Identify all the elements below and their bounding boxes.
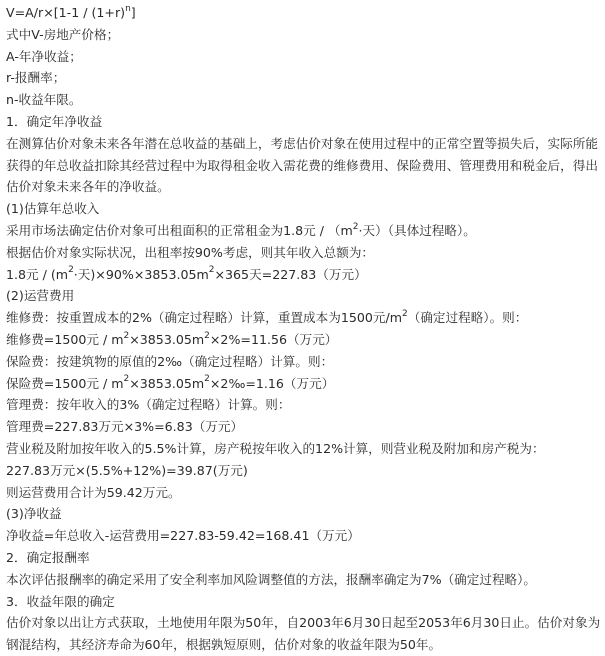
section-2-text: 本次评估报酬率的确定采用了安全利率加风险调整值的方法，报酬率确定为7%（确定过程略）。 xyxy=(6,571,537,587)
gross-calc-exp2: 2 xyxy=(208,265,215,276)
gross-calc-exp1: 2 xyxy=(68,265,74,276)
formula xyxy=(6,2,605,24)
section-3-heading: 3．收益年限的确定 xyxy=(6,593,115,609)
maintenance-rule-b: （确定过程略）。则： xyxy=(407,310,528,326)
definition-intro: 式中V-房地产价格； xyxy=(6,26,120,42)
formula-text: V=A/r×[1-1 / (1+r) xyxy=(6,5,126,20)
rent-text-a: 采用市场法确定估价对象可出租面积的正常租金为1.8元 / （m xyxy=(6,222,353,238)
definition-a: A-年净收益； xyxy=(6,48,82,64)
insurance-calc xyxy=(6,373,605,395)
maintenance-calc-exp2: 2 xyxy=(204,330,210,341)
section-1-heading: 1．确定年净收益 xyxy=(6,113,103,129)
formula-exponent: n xyxy=(125,3,131,14)
maintenance-calc xyxy=(6,329,605,351)
gross-calc-c: ×365天=227.83（万元） xyxy=(214,266,367,282)
insurance-calc-exp2: 2 xyxy=(204,374,210,385)
tax-calc: 227.83万元×(5.5%+12%)=39.87(万元) xyxy=(6,462,248,478)
maintenance-calc-b: ×3853.05m xyxy=(129,331,205,347)
formula-close: ] xyxy=(130,5,136,20)
operating-cost-total: 则运营费用合计为59.42万元。 xyxy=(6,484,181,500)
maintenance-rule-a: 维修费：按重置成本的2%（确定过程略）计算，重置成本为1500元/m xyxy=(6,310,402,326)
subsection-1-heading: (1)估算年总收入 xyxy=(6,201,100,217)
subsection-3-heading: (3)净收益 xyxy=(6,506,62,522)
definition-n: n-收益年限。 xyxy=(6,92,82,108)
maintenance-rule-exp: 2 xyxy=(401,308,408,319)
rent-line xyxy=(6,220,605,242)
insurance-rule: 保险费：按建筑物的原值的2‰（确定过程略）计算。则： xyxy=(6,353,334,369)
insurance-calc-a: 保险费=1500元 / m xyxy=(6,375,124,391)
section-2-heading: 2．确定报酬率 xyxy=(6,549,90,565)
section-1-paragraph: 在测算估价对象未来各年潜在总收益的基础上，考虑估价对象在使用过程中的正常空置等损失后，实际所能获得的年总收益扣除其经营过程中为取得租金收入需花费的维修费用、保险费用、管理费用和税金后，得出估价对象未来各年的净收益。 xyxy=(6,135,598,195)
net-income-calc: 净收益=年总收入-运营费用=227.83-59.42=168.41（万元） xyxy=(6,528,360,544)
maintenance-calc-exp1: 2 xyxy=(123,330,130,341)
section-3-paragraph: 估价对象以出让方式获取，土地使用年限为50年，自2003年6月30日起至2053年6月30日止。估价对象为钢混结构，其经济寿命为60年，根据孰短原则，估价对象的收益年限为50年。 xyxy=(6,615,601,653)
rent-text-b: ·天）（具体过程略）。 xyxy=(358,222,476,238)
definition-r: r-报酬率； xyxy=(6,70,66,86)
maintenance-calc-c: ×2%=11.56（万元） xyxy=(209,331,338,347)
subsection-2-heading: (2)运营费用 xyxy=(6,288,75,304)
maintenance-rule xyxy=(6,307,605,329)
insurance-calc-exp1: 2 xyxy=(123,374,130,385)
occupancy-line: 根据估价对象实际状况，出租率按90%考虑，则其年收入总额为： xyxy=(6,244,375,260)
rent-exponent: 2 xyxy=(352,221,359,232)
insurance-calc-c: ×2‰=1.16（万元） xyxy=(209,375,335,391)
gross-calc-a: 1.8元 / (m xyxy=(6,266,69,282)
tax-rule: 营业税及附加按年收入的5.5%计算，房产税按年收入的12%计算，则营业税及附加和房产税为： xyxy=(6,440,545,456)
gross-income-calc xyxy=(6,264,605,286)
management-rule: 管理费：按年收入的3%（确定过程略）计算。则： xyxy=(6,397,291,413)
maintenance-calc-a: 维修费=1500元 / m xyxy=(6,331,124,347)
insurance-calc-b: ×3853.05m xyxy=(129,375,205,391)
management-calc: 管理费=227.83万元×3%=6.83（万元） xyxy=(6,419,244,435)
gross-calc-b: ·天)×90%×3853.05m xyxy=(73,266,209,282)
